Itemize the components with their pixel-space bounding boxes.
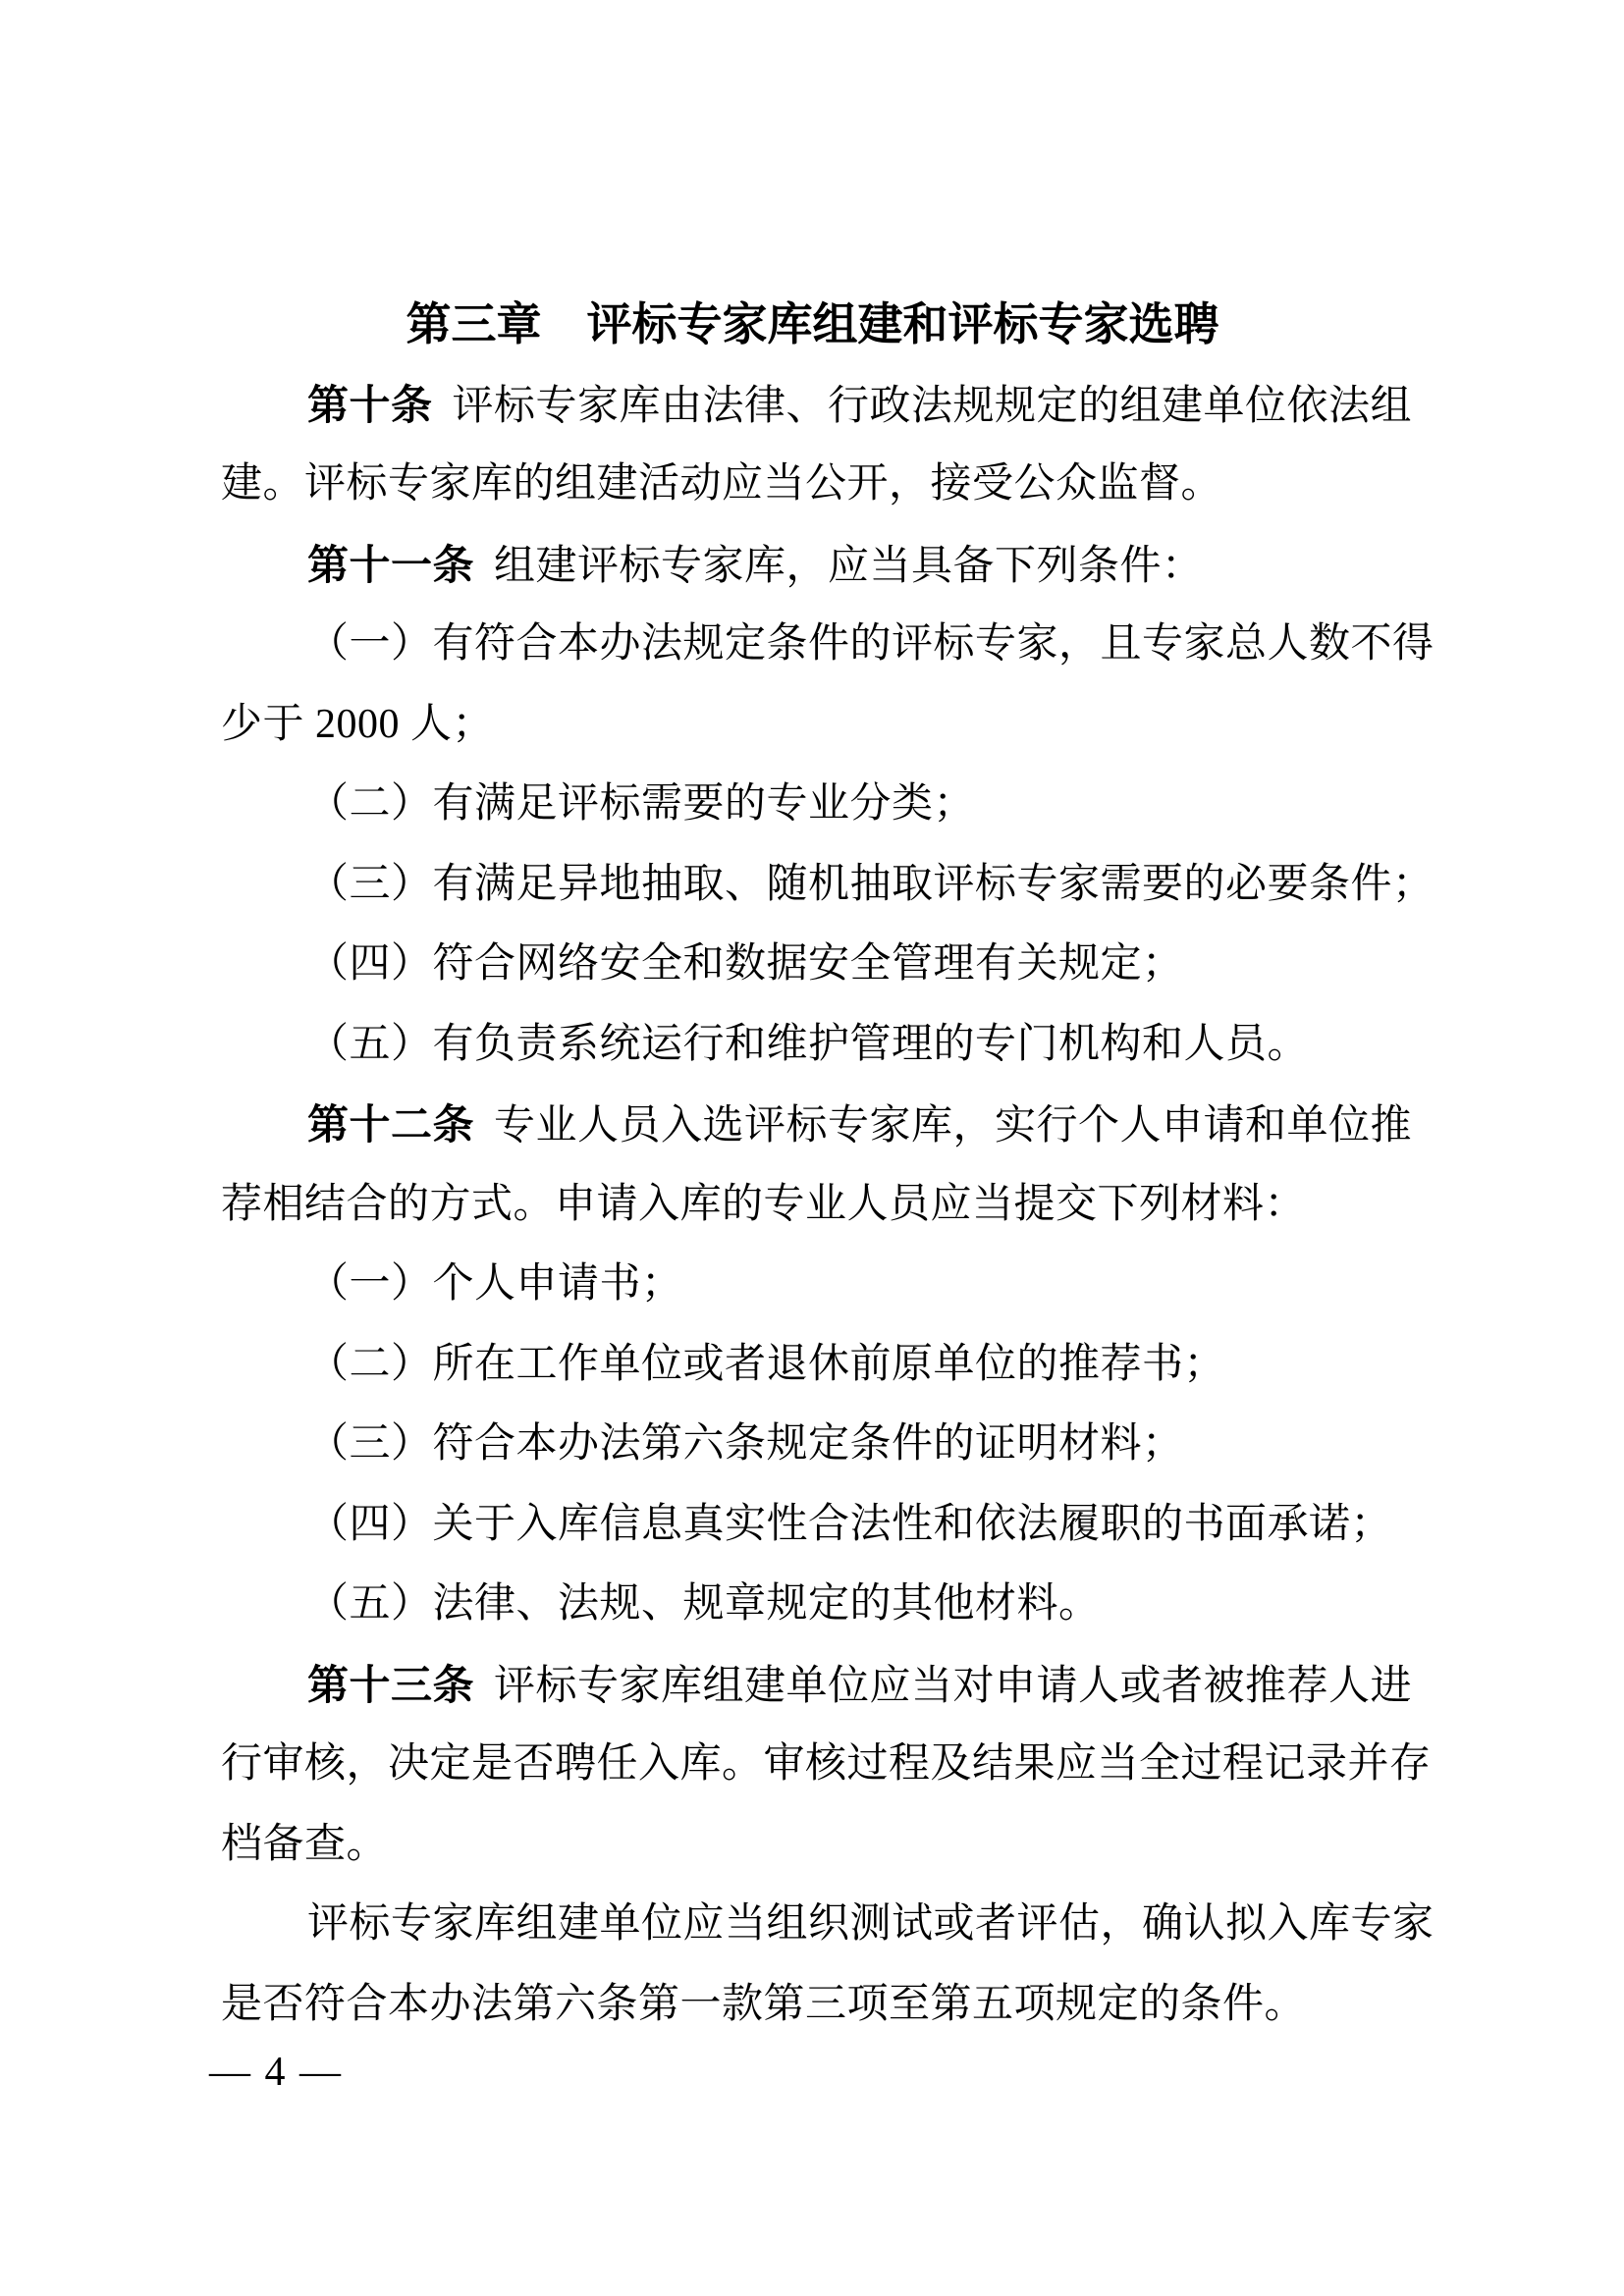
document-line xyxy=(221,445,1404,525)
page-number: — 4 — xyxy=(209,2050,343,2095)
document-line xyxy=(221,1965,1404,2046)
document-line xyxy=(221,685,1404,766)
line-text: 组建评标专家库，应当具备下列条件： xyxy=(494,543,1204,589)
line-text: （五）法律、法规、规章规定的其他材料。 xyxy=(307,1581,1101,1627)
article-number-label: 第十二条 xyxy=(307,1101,475,1148)
document-line xyxy=(221,1245,1404,1325)
line-text: （二）有满足评标需要的专业分类； xyxy=(307,781,976,827)
line-text: （一）个人申请书； xyxy=(307,1261,683,1307)
line-text: 是否符合本办法第六条第一款第三项至第五项规定的条件。 xyxy=(221,1981,1307,2027)
line-text: （三）符合本办法第六条规定条件的证明材料； xyxy=(307,1421,1184,1467)
document-line xyxy=(221,1405,1404,1485)
document-line xyxy=(221,1645,1413,1726)
line-text: （五）有负责系统运行和维护管理的专门机构和人员。 xyxy=(307,1021,1310,1067)
line-text: （二）所在工作单位或者退休前原单位的推荐书； xyxy=(307,1341,1226,1387)
line-text: 评标专家库组建单位应当组织测试或者评估，确认拟入库专家 xyxy=(307,1901,1435,1947)
line-text: （四）符合网络安全和数据安全管理有关规定； xyxy=(307,941,1184,987)
line-text: （三）有满足异地抽取、随机抽取评标专家需要的必要条件； xyxy=(307,861,1435,907)
line-text: 行审核，决定是否聘任入库。审核过程及结果应当全过程记录并存 xyxy=(221,1741,1432,1787)
document-line xyxy=(221,365,1413,446)
article-number-label: 第十一条 xyxy=(307,541,475,588)
document-line xyxy=(221,1165,1404,1246)
line-text: （四）关于入库信息真实性合法性和依法履职的书面承诺； xyxy=(307,1501,1393,1547)
document-line xyxy=(221,845,1435,926)
document-line xyxy=(221,1085,1413,1165)
document-line xyxy=(221,1005,1404,1086)
document-body xyxy=(221,365,1435,2046)
article-number-label: 第十条 xyxy=(307,381,433,428)
document-line xyxy=(221,1485,1404,1566)
line-text: 建。评标专家库的组建活动应当公开，接受公众监督。 xyxy=(221,461,1223,507)
chapter-heading: 第三章 评标专家库组建和评标专家选聘 xyxy=(406,298,1219,349)
line-text: （一）有符合本办法规定条件的评标专家，且专家总人数不得 xyxy=(307,621,1435,667)
line-text: 少于 2000 人； xyxy=(221,701,495,747)
document-content xyxy=(221,285,1435,2045)
article-number-label: 第十三条 xyxy=(307,1661,475,1708)
line-text: 评标专家库由法律、行政法规规定的组建单位依法组 xyxy=(452,383,1413,429)
document-line xyxy=(221,765,1404,845)
document-line xyxy=(221,925,1404,1005)
document-line xyxy=(221,1325,1404,1406)
document-line xyxy=(221,1805,1404,1886)
line-text: 档备查。 xyxy=(221,1821,389,1867)
document-line xyxy=(221,1565,1404,1645)
line-text: 专业人员入选评标专家库，实行个人申请和单位推 xyxy=(494,1103,1413,1148)
document-line xyxy=(221,605,1435,685)
document-line xyxy=(221,1885,1435,1965)
document-line xyxy=(221,1725,1432,1805)
document-line xyxy=(221,525,1404,606)
line-text: 荐相结合的方式。申请入库的专业人员应当提交下列材料： xyxy=(221,1181,1307,1227)
line-text: 评标专家库组建单位应当对申请人或者被推荐人进 xyxy=(494,1663,1413,1709)
